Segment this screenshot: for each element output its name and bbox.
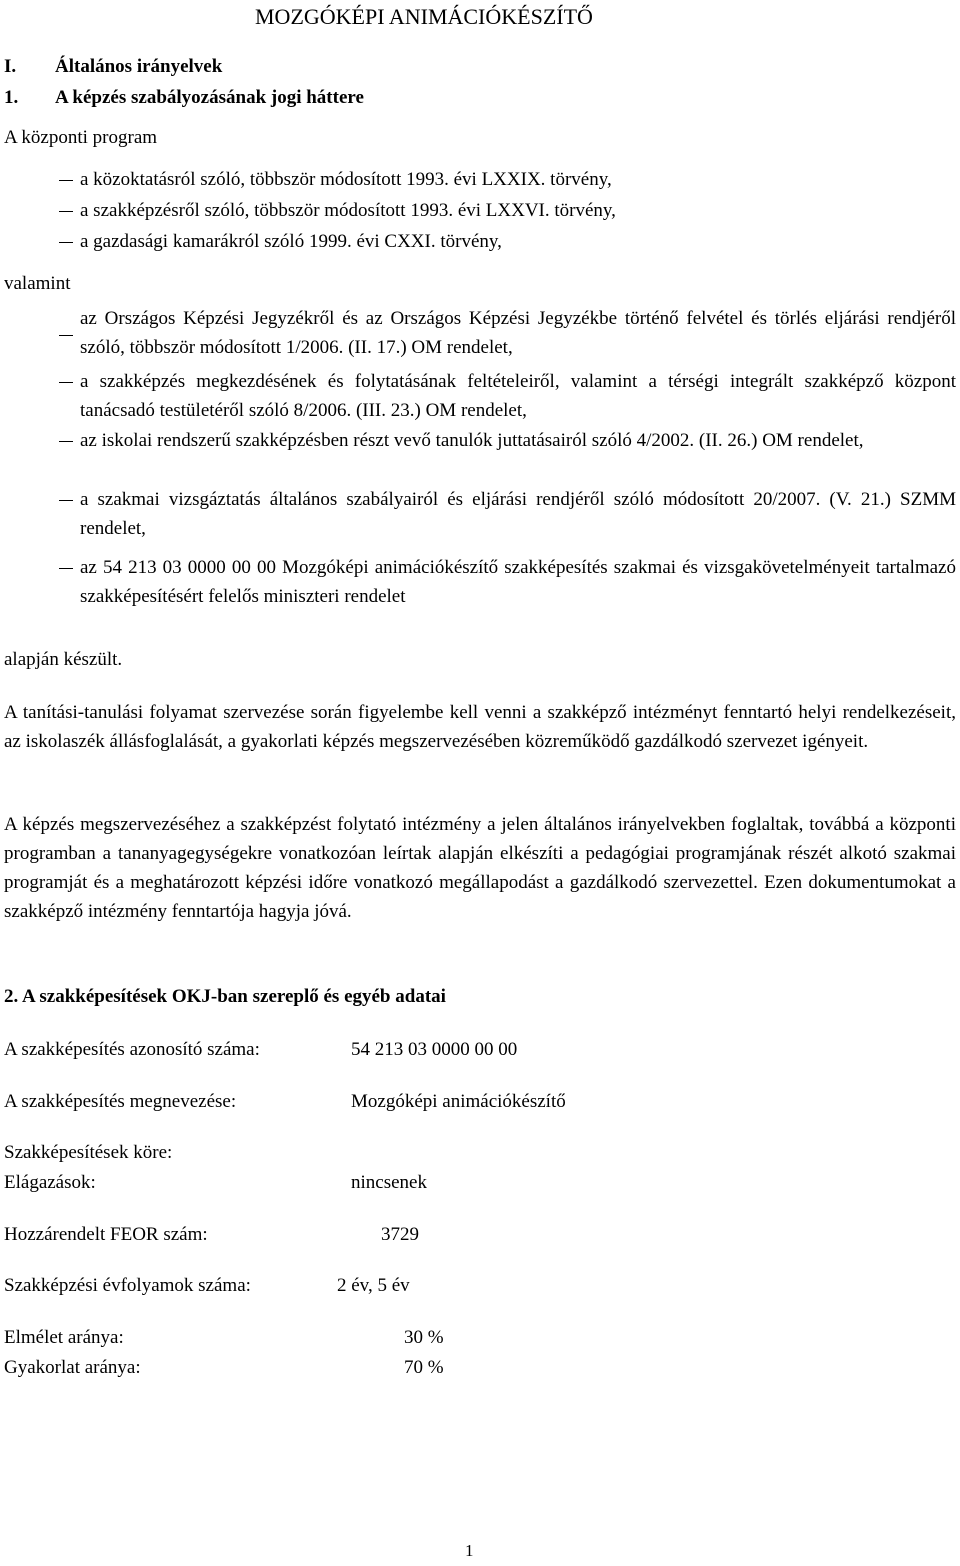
- theory-label: Elmélet aránya:: [4, 1327, 124, 1348]
- list-dash: [59, 211, 73, 212]
- branch-label: Elágazások:: [4, 1172, 96, 1193]
- id-value: 54 213 03 0000 00 00: [351, 1039, 518, 1060]
- regulation-item: az Országos Képzési Jegyzékről és az Országos Képzési Jegyzékbe történő felvétel és törlés eljárási rendjéről szóló, többször módosított 1/2006. (II. 17.) OM rendelet,: [80, 308, 956, 358]
- regulation-item: a szakképzés megkezdésének és folytatásának feltételeiről, valamint a térségi integrált szakképző központ tanácsadó testületéről szóló 8/2006. (III. 23.) OM rendelet,: [80, 371, 956, 421]
- list-dash: [59, 441, 73, 442]
- branch-value: nincsenek: [351, 1172, 427, 1193]
- list-dash: [59, 242, 73, 243]
- years-label: Szakképzési évfolyamok száma:: [4, 1275, 251, 1296]
- name-label: A szakképesítés megnevezése:: [4, 1091, 237, 1112]
- regulation-item: az iskolai rendszerű szakképzésben részt vevő tanulók juttatásairól szóló 4/2002. (II. 26.) OM rendelet,: [80, 430, 864, 451]
- section-1-1-number: 1.: [4, 87, 19, 108]
- list-dash: [59, 382, 73, 383]
- id-label: A szakképesítés azonosító száma:: [4, 1039, 260, 1060]
- practice-value: 70 %: [404, 1357, 444, 1378]
- theory-value: 30 %: [404, 1327, 444, 1348]
- section-1-number: I.: [4, 56, 17, 77]
- law-item: a szakképzésről szóló, többször módosított 1993. évi LXXVI. törvény,: [80, 200, 616, 221]
- years-value: 2 év, 5 év: [337, 1275, 410, 1296]
- law-item: a közoktatásról szóló, többször módosított 1993. évi LXXIX. törvény,: [80, 169, 612, 190]
- name-value: Mozgóképi animációkészítő: [351, 1091, 566, 1112]
- regulation-item: az 54 213 03 0000 00 00 Mozgóképi animációkészítő szakképesítés szakmai és vizsgakövetelményeit tartalmazó szakképesítésért felelős miniszteri rendelet: [80, 557, 956, 607]
- section-1-1-heading: A képzés szabályozásának jogi háttere: [55, 87, 364, 108]
- list-dash: [59, 180, 73, 181]
- list-dash: [59, 500, 73, 501]
- section-2-heading: 2. A szakképesítések OKJ-ban szereplő és egyéb adatai: [4, 986, 446, 1007]
- list-dash: [59, 335, 73, 336]
- paragraph-1: A tanítási-tanulási folyamat szervezése során figyelembe kell venni a szakképző intézményt fenntartó helyi rendelkezéseit, az iskolaszék állásfoglalását, a gyakorlati képzés megszervezésében közreműködő gazdálkodó szervezet igényeit.: [4, 702, 956, 752]
- section-1-heading: Általános irányelvek: [55, 56, 223, 77]
- regulation-item: a szakmai vizsgáztatás általános szabályairól és eljárási rendjéről szóló módosított 20/2007. (V. 21.) SZMM rendelet,: [80, 489, 956, 539]
- feor-label: Hozzárendelt FEOR szám:: [4, 1224, 208, 1245]
- scope-label: Szakképesítések köre:: [4, 1142, 173, 1163]
- practice-label: Gyakorlat aránya:: [4, 1357, 141, 1378]
- law-item: a gazdasági kamarákról szóló 1999. évi CXXI. törvény,: [80, 231, 502, 252]
- list-dash: [59, 568, 73, 569]
- page-number: 1: [465, 1541, 474, 1560]
- feor-value: 3729: [381, 1224, 419, 1245]
- intro-text: A központi program: [4, 127, 158, 148]
- alapjan-text: alapján készült.: [4, 649, 123, 670]
- valamint-text: valamint: [4, 273, 71, 294]
- document-title: MOZGÓKÉPI ANIMÁCIÓKÉSZÍTŐ: [255, 4, 593, 29]
- paragraph-2: A képzés megszervezéséhez a szakképzést folytató intézmény a jelen általános irányelvekben foglaltak, továbbá a központi programban a tananyagegységekre vonatkozóan leírtak alapján elkészíti a pedagógiai programjának részét alkotó szakmai programját és a meghatározott képzési időre vonatkozó megállapodást a gazdálkodó szervezettel. Ezen dokumentumokat a szakképző intézmény fenntartója hagyja jóvá.: [4, 814, 956, 922]
